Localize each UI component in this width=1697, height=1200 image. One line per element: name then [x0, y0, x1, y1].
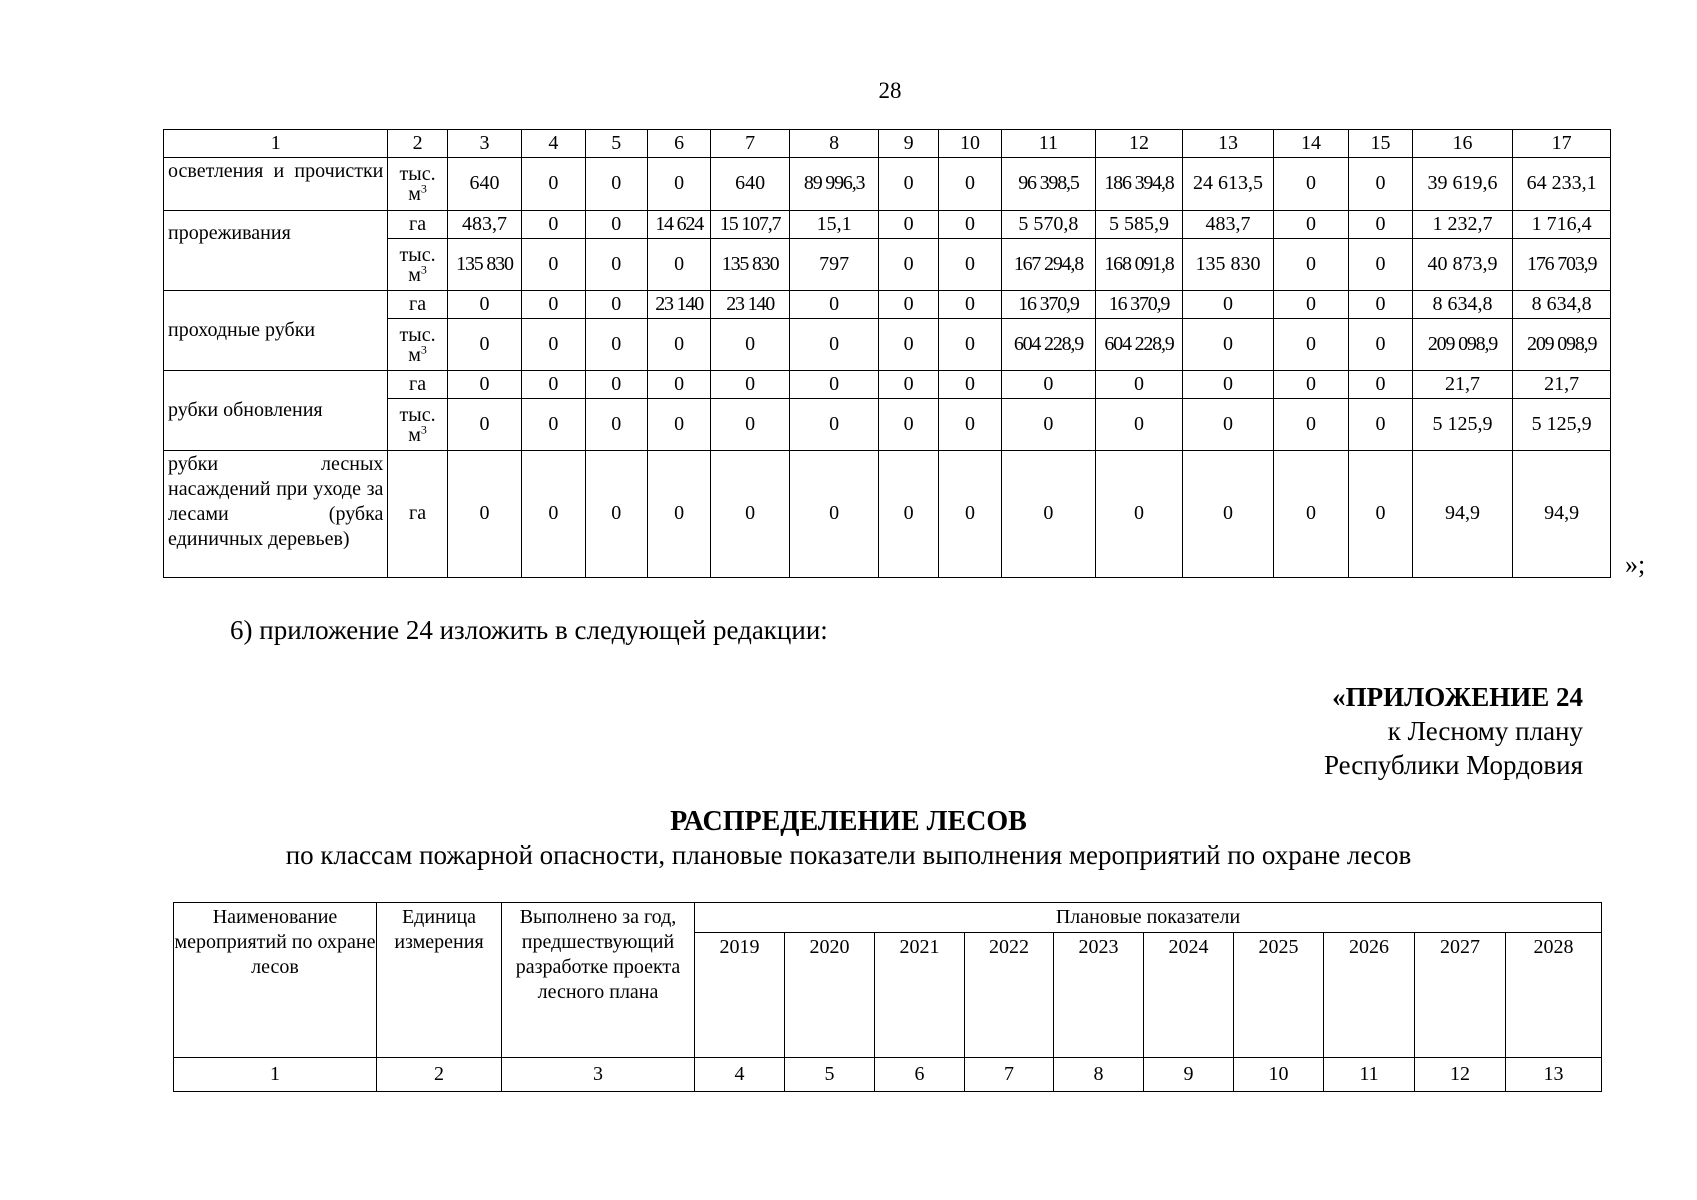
value-cell: 0 — [585, 451, 647, 578]
row-name: осветления и прочистки — [164, 158, 388, 211]
column-number: 9 — [879, 130, 938, 158]
value-cell: 0 — [938, 319, 1001, 371]
value-cell: 0 — [879, 399, 938, 451]
column-number: 12 — [1095, 130, 1183, 158]
value-cell: 0 — [879, 371, 938, 399]
value-cell: 0 — [789, 451, 879, 578]
value-cell: 0 — [938, 158, 1001, 211]
annex-header — [1324, 680, 1583, 782]
value-cell: 21,7 — [1412, 371, 1513, 399]
year-header: 2023 — [1054, 933, 1144, 1058]
column-number: 10 — [938, 130, 1001, 158]
value-cell: 0 — [522, 239, 585, 291]
column-number-row — [174, 1058, 1602, 1092]
value-cell: 0 — [585, 291, 647, 319]
column-header: Наименование мероприятий по охране лесов — [174, 903, 377, 1058]
value-cell: 0 — [647, 239, 710, 291]
value-cell: 0 — [711, 371, 789, 399]
value-cell: 797 — [789, 239, 879, 291]
value-cell: 0 — [1349, 158, 1412, 211]
amendment-instruction: 6) приложение 24 изложить в следующей редакции: — [230, 615, 828, 645]
column-number: 3 — [447, 130, 521, 158]
column-number: 3 — [502, 1058, 695, 1092]
value-cell: 0 — [938, 239, 1001, 291]
value-cell: 0 — [1002, 399, 1096, 451]
value-cell: 21,7 — [1513, 371, 1611, 399]
column-number: 2 — [377, 1058, 502, 1092]
value-cell: 209 098,9 — [1412, 319, 1513, 371]
value-cell: 0 — [879, 319, 938, 371]
value-cell: 0 — [522, 291, 585, 319]
value-cell: 0 — [447, 291, 521, 319]
closing-quote: »; — [1625, 550, 1646, 579]
value-cell: 0 — [879, 211, 938, 239]
column-number: 6 — [875, 1058, 965, 1092]
value-cell: 0 — [1273, 371, 1348, 399]
value-cell: 0 — [647, 319, 710, 371]
value-cell: 135 830 — [1183, 239, 1274, 291]
value-cell: 15,1 — [789, 211, 879, 239]
value-cell: 483,7 — [1183, 211, 1274, 239]
value-cell: 0 — [1002, 371, 1096, 399]
value-cell: 0 — [1349, 399, 1412, 451]
value-cell: 64 233,1 — [1513, 158, 1611, 211]
column-number: 9 — [1144, 1058, 1234, 1092]
value-cell: 5 570,8 — [1002, 211, 1096, 239]
row-name: рубки лесных насаждений при уходе за лесами (рубка единичных деревьев) — [164, 451, 388, 578]
value-cell: 0 — [789, 399, 879, 451]
value-cell: 0 — [1273, 239, 1348, 291]
column-number: 4 — [695, 1058, 785, 1092]
value-cell: 0 — [1095, 399, 1183, 451]
column-number: 17 — [1513, 130, 1611, 158]
value-cell: 135 830 — [711, 239, 789, 291]
value-cell: 0 — [1349, 211, 1412, 239]
value-cell: 0 — [1095, 371, 1183, 399]
column-number: 13 — [1183, 130, 1274, 158]
value-cell: 0 — [522, 399, 585, 451]
value-cell: 8 634,8 — [1513, 291, 1611, 319]
row-name: рубки обновления — [164, 371, 388, 451]
value-cell: 23 140 — [711, 291, 789, 319]
value-cell: 0 — [647, 158, 710, 211]
value-cell: 0 — [1183, 371, 1274, 399]
value-cell: 5 125,9 — [1412, 399, 1513, 451]
value-cell: 0 — [1002, 451, 1096, 578]
value-cell: 0 — [1349, 451, 1412, 578]
table-row — [164, 371, 1611, 399]
value-cell: 0 — [647, 399, 710, 451]
annex-line: Республики Мордовия — [1323, 750, 1583, 780]
fire-protection-table — [173, 902, 1602, 1092]
year-header: 2022 — [965, 933, 1054, 1058]
value-cell: 0 — [1349, 319, 1412, 371]
annex-title: «ПРИЛОЖЕНИЕ 24 — [1332, 682, 1583, 712]
column-number: 15 — [1349, 130, 1412, 158]
value-cell: 0 — [585, 319, 647, 371]
value-cell: 209 098,9 — [1513, 319, 1611, 371]
value-cell: 0 — [938, 399, 1001, 451]
value-cell: 0 — [585, 399, 647, 451]
column-number: 12 — [1415, 1058, 1506, 1092]
value-cell: 94,9 — [1513, 451, 1611, 578]
value-cell: 0 — [447, 451, 521, 578]
value-cell: 0 — [711, 319, 789, 371]
year-header: 2028 — [1506, 933, 1602, 1058]
column-number: 2 — [388, 130, 447, 158]
value-cell: 0 — [447, 371, 521, 399]
year-header: 2024 — [1144, 933, 1234, 1058]
column-number: 1 — [164, 130, 388, 158]
column-number: 14 — [1273, 130, 1348, 158]
value-cell: 168 091,8 — [1095, 239, 1183, 291]
unit-cell: тыс. $м^3$ — [388, 399, 447, 451]
unit-cell: тыс. $м^3$ — [388, 239, 447, 291]
column-number: 13 — [1506, 1058, 1602, 1092]
column-number: 7 — [965, 1058, 1054, 1092]
value-cell: 0 — [522, 451, 585, 578]
value-cell: 0 — [522, 158, 585, 211]
value-cell: 0 — [789, 291, 879, 319]
value-cell: 640 — [711, 158, 789, 211]
value-cell: 0 — [879, 158, 938, 211]
value-cell: 0 — [938, 451, 1001, 578]
column-number: 4 — [522, 130, 585, 158]
value-cell: 0 — [647, 451, 710, 578]
value-cell: 0 — [938, 291, 1001, 319]
value-cell: 8 634,8 — [1412, 291, 1513, 319]
value-cell: 0 — [447, 399, 521, 451]
value-cell: 0 — [1349, 371, 1412, 399]
value-cell: 0 — [1273, 399, 1348, 451]
value-cell: 89 996,3 — [789, 158, 879, 211]
table-header-row — [164, 130, 1611, 158]
value-cell: 604 228,9 — [1095, 319, 1183, 371]
section-subtitle: по классам пожарной опасности, плановые показатели выполнения мероприятий по охране лесов — [285, 840, 1412, 870]
column-number: 11 — [1324, 1058, 1415, 1092]
value-cell: 0 — [789, 371, 879, 399]
value-cell: 0 — [938, 371, 1001, 399]
value-cell: 483,7 — [447, 211, 521, 239]
column-number: 1 — [174, 1058, 377, 1092]
table-header-row — [174, 903, 1602, 933]
column-number: 7 — [711, 130, 789, 158]
value-cell: 604 228,9 — [1002, 319, 1096, 371]
value-cell: 40 873,9 — [1412, 239, 1513, 291]
value-cell: 96 398,5 — [1002, 158, 1096, 211]
value-cell: 0 — [1273, 451, 1348, 578]
value-cell: 0 — [1273, 291, 1348, 319]
column-header: Единица измерения — [377, 903, 502, 1058]
table-row — [164, 451, 1611, 578]
value-cell: 0 — [1183, 319, 1274, 371]
value-cell: 0 — [1349, 291, 1412, 319]
column-number: 8 — [1054, 1058, 1144, 1092]
value-cell: 0 — [522, 371, 585, 399]
value-cell: 0 — [585, 239, 647, 291]
value-cell: 24 613,5 — [1183, 158, 1274, 211]
value-cell: 0 — [1273, 319, 1348, 371]
value-cell: 39 619,6 — [1412, 158, 1513, 211]
table-row — [164, 291, 1611, 319]
unit-cell: тыс. $м^3$ — [388, 158, 447, 211]
page-number: 28 — [878, 78, 902, 103]
value-cell: 0 — [1273, 211, 1348, 239]
value-cell: 5 585,9 — [1095, 211, 1183, 239]
value-cell: 0 — [522, 319, 585, 371]
column-header: Выполнено за год, предшествующий разработке проекта лесного плана — [502, 903, 695, 1058]
unit-cell: га — [388, 451, 447, 578]
value-cell: 16 370,9 — [1002, 291, 1096, 319]
row-name: прореживания — [164, 211, 388, 291]
value-cell: 23 140 — [647, 291, 710, 319]
unit-cell: га — [388, 371, 447, 399]
year-header: 2027 — [1415, 933, 1506, 1058]
value-cell: 0 — [711, 451, 789, 578]
year-header: 2026 — [1324, 933, 1415, 1058]
value-cell: 0 — [879, 451, 938, 578]
section-title: РАСПРЕДЕЛЕНИЕ ЛЕСОВ — [670, 806, 1027, 837]
value-cell: 135 830 — [447, 239, 521, 291]
value-cell: 15 107,7 — [711, 211, 789, 239]
column-number: 5 — [585, 130, 647, 158]
value-cell: 0 — [447, 319, 521, 371]
unit-cell: тыс. $м^3$ — [388, 319, 447, 371]
year-header: 2021 — [875, 933, 965, 1058]
value-cell: 167 294,8 — [1002, 239, 1096, 291]
value-cell: 0 — [789, 319, 879, 371]
unit-cell: га — [388, 211, 447, 239]
value-cell: 94,9 — [1412, 451, 1513, 578]
year-header: 2020 — [785, 933, 875, 1058]
column-number: 16 — [1412, 130, 1513, 158]
column-number: 5 — [785, 1058, 875, 1092]
value-cell: 0 — [647, 371, 710, 399]
forest-care-table — [163, 129, 1611, 578]
value-cell: 640 — [447, 158, 521, 211]
value-cell: 0 — [879, 239, 938, 291]
value-cell: 0 — [1183, 291, 1274, 319]
value-cell: 0 — [1183, 399, 1274, 451]
value-cell: 0 — [938, 211, 1001, 239]
column-number: 11 — [1002, 130, 1096, 158]
value-cell: 176 703,9 — [1513, 239, 1611, 291]
value-cell: 1 716,4 — [1513, 211, 1611, 239]
year-header: 2025 — [1234, 933, 1324, 1058]
value-cell: 0 — [585, 371, 647, 399]
value-cell: 0 — [1273, 158, 1348, 211]
unit-cell: га — [388, 291, 447, 319]
value-cell: 0 — [585, 158, 647, 211]
table-row — [164, 158, 1611, 211]
annex-line: к Лесному плану — [1387, 716, 1583, 746]
column-header: Плановые показатели — [695, 903, 1602, 933]
column-number: 6 — [647, 130, 710, 158]
value-cell: 0 — [1183, 451, 1274, 578]
value-cell: 0 — [879, 291, 938, 319]
value-cell: 16 370,9 — [1095, 291, 1183, 319]
value-cell: 0 — [1349, 239, 1412, 291]
value-cell: 186 394,8 — [1095, 158, 1183, 211]
value-cell: 0 — [585, 211, 647, 239]
value-cell: 0 — [522, 211, 585, 239]
table-row — [164, 211, 1611, 239]
value-cell: 0 — [1095, 451, 1183, 578]
value-cell: 14 624 — [647, 211, 710, 239]
column-number: 8 — [789, 130, 879, 158]
column-number: 10 — [1234, 1058, 1324, 1092]
year-header: 2019 — [695, 933, 785, 1058]
row-name: проходные рубки — [164, 291, 388, 371]
value-cell: 5 125,9 — [1513, 399, 1611, 451]
value-cell: 1 232,7 — [1412, 211, 1513, 239]
value-cell: 0 — [711, 399, 789, 451]
